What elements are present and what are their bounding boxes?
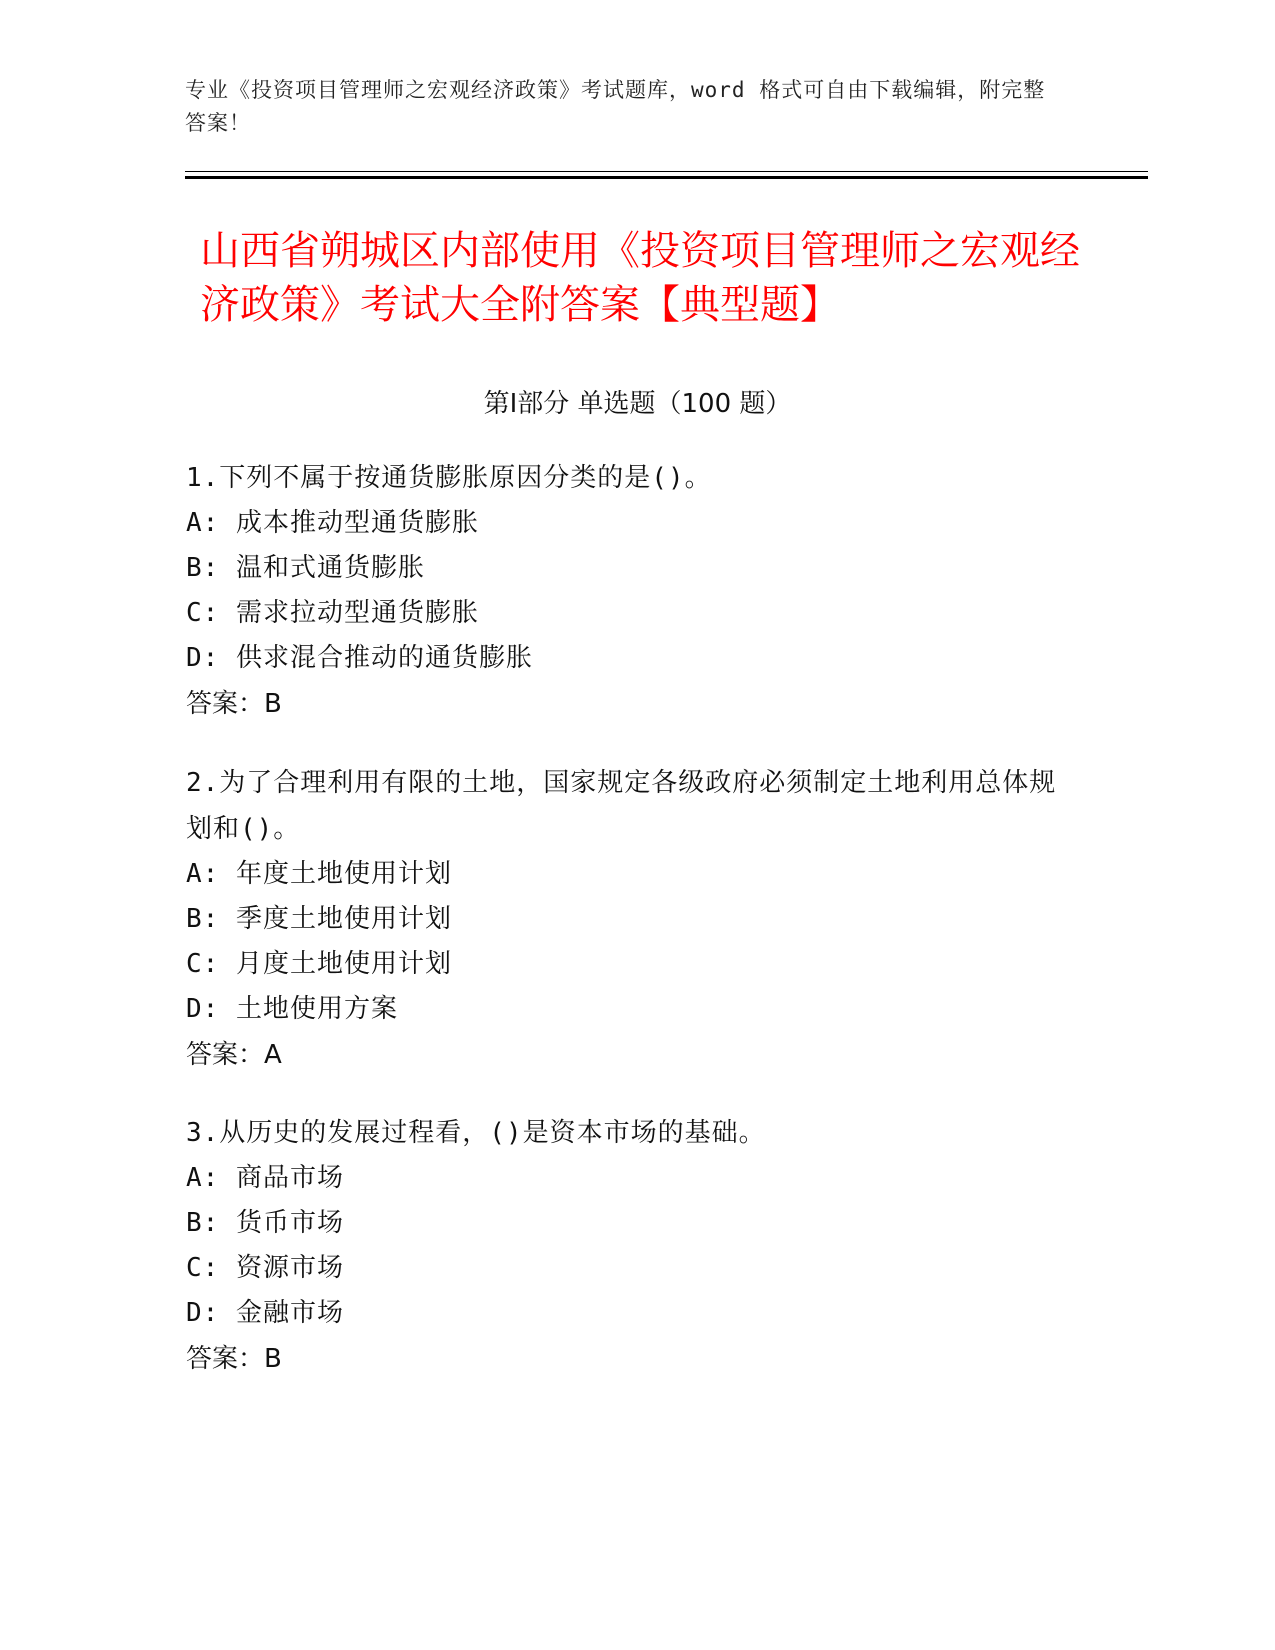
question-stem: 3.从历史的发展过程看，()是资本市场的基础。 [186, 1118, 766, 1148]
document-title: 山西省朔城区内部使用《投资项目管理师之宏观经济政策》考试大全附答案【典型题】 [200, 228, 1080, 328]
option-d: D: 土地使用方案 [186, 994, 398, 1024]
option-b: B: 温和式通货膨胀 [186, 553, 425, 583]
option-a: A: 年度土地使用计划 [186, 859, 452, 889]
question-3 [186, 1110, 1066, 1382]
option-a: A: 成本推动型通货膨胀 [186, 508, 479, 538]
option-b: B: 季度土地使用计划 [186, 904, 452, 934]
option-b: B: 货币市场 [186, 1208, 344, 1238]
option-d: D: 金融市场 [186, 1298, 344, 1328]
question-1 [186, 455, 1066, 727]
header-divider-thick [185, 176, 1148, 179]
question-2 [186, 760, 1066, 1078]
question-stem: 2.为了合理利用有限的土地，国家规定各级政府必须制定土地利用总体规划和()。 [186, 768, 1057, 844]
option-c: C: 资源市场 [186, 1253, 344, 1283]
question-stem: 1.下列不属于按通货膨胀原因分类的是()。 [186, 463, 712, 493]
option-c: C: 月度土地使用计划 [186, 949, 452, 979]
option-d: D: 供求混合推动的通货膨胀 [186, 643, 533, 673]
option-c: C: 需求拉动型通货膨胀 [186, 598, 479, 628]
option-a: A: 商品市场 [186, 1163, 344, 1193]
header-divider-thin [185, 171, 1148, 172]
answer: 答案：B [186, 1344, 282, 1374]
answer: 答案：A [186, 1040, 282, 1070]
answer: 答案：B [186, 689, 282, 719]
section-heading: 第Ⅰ部分 单选题（100 题） [483, 389, 792, 419]
header-note: 专业《投资项目管理师之宏观经济政策》考试题库，word 格式可自由下载编辑，附完整答案！ [185, 78, 1046, 135]
